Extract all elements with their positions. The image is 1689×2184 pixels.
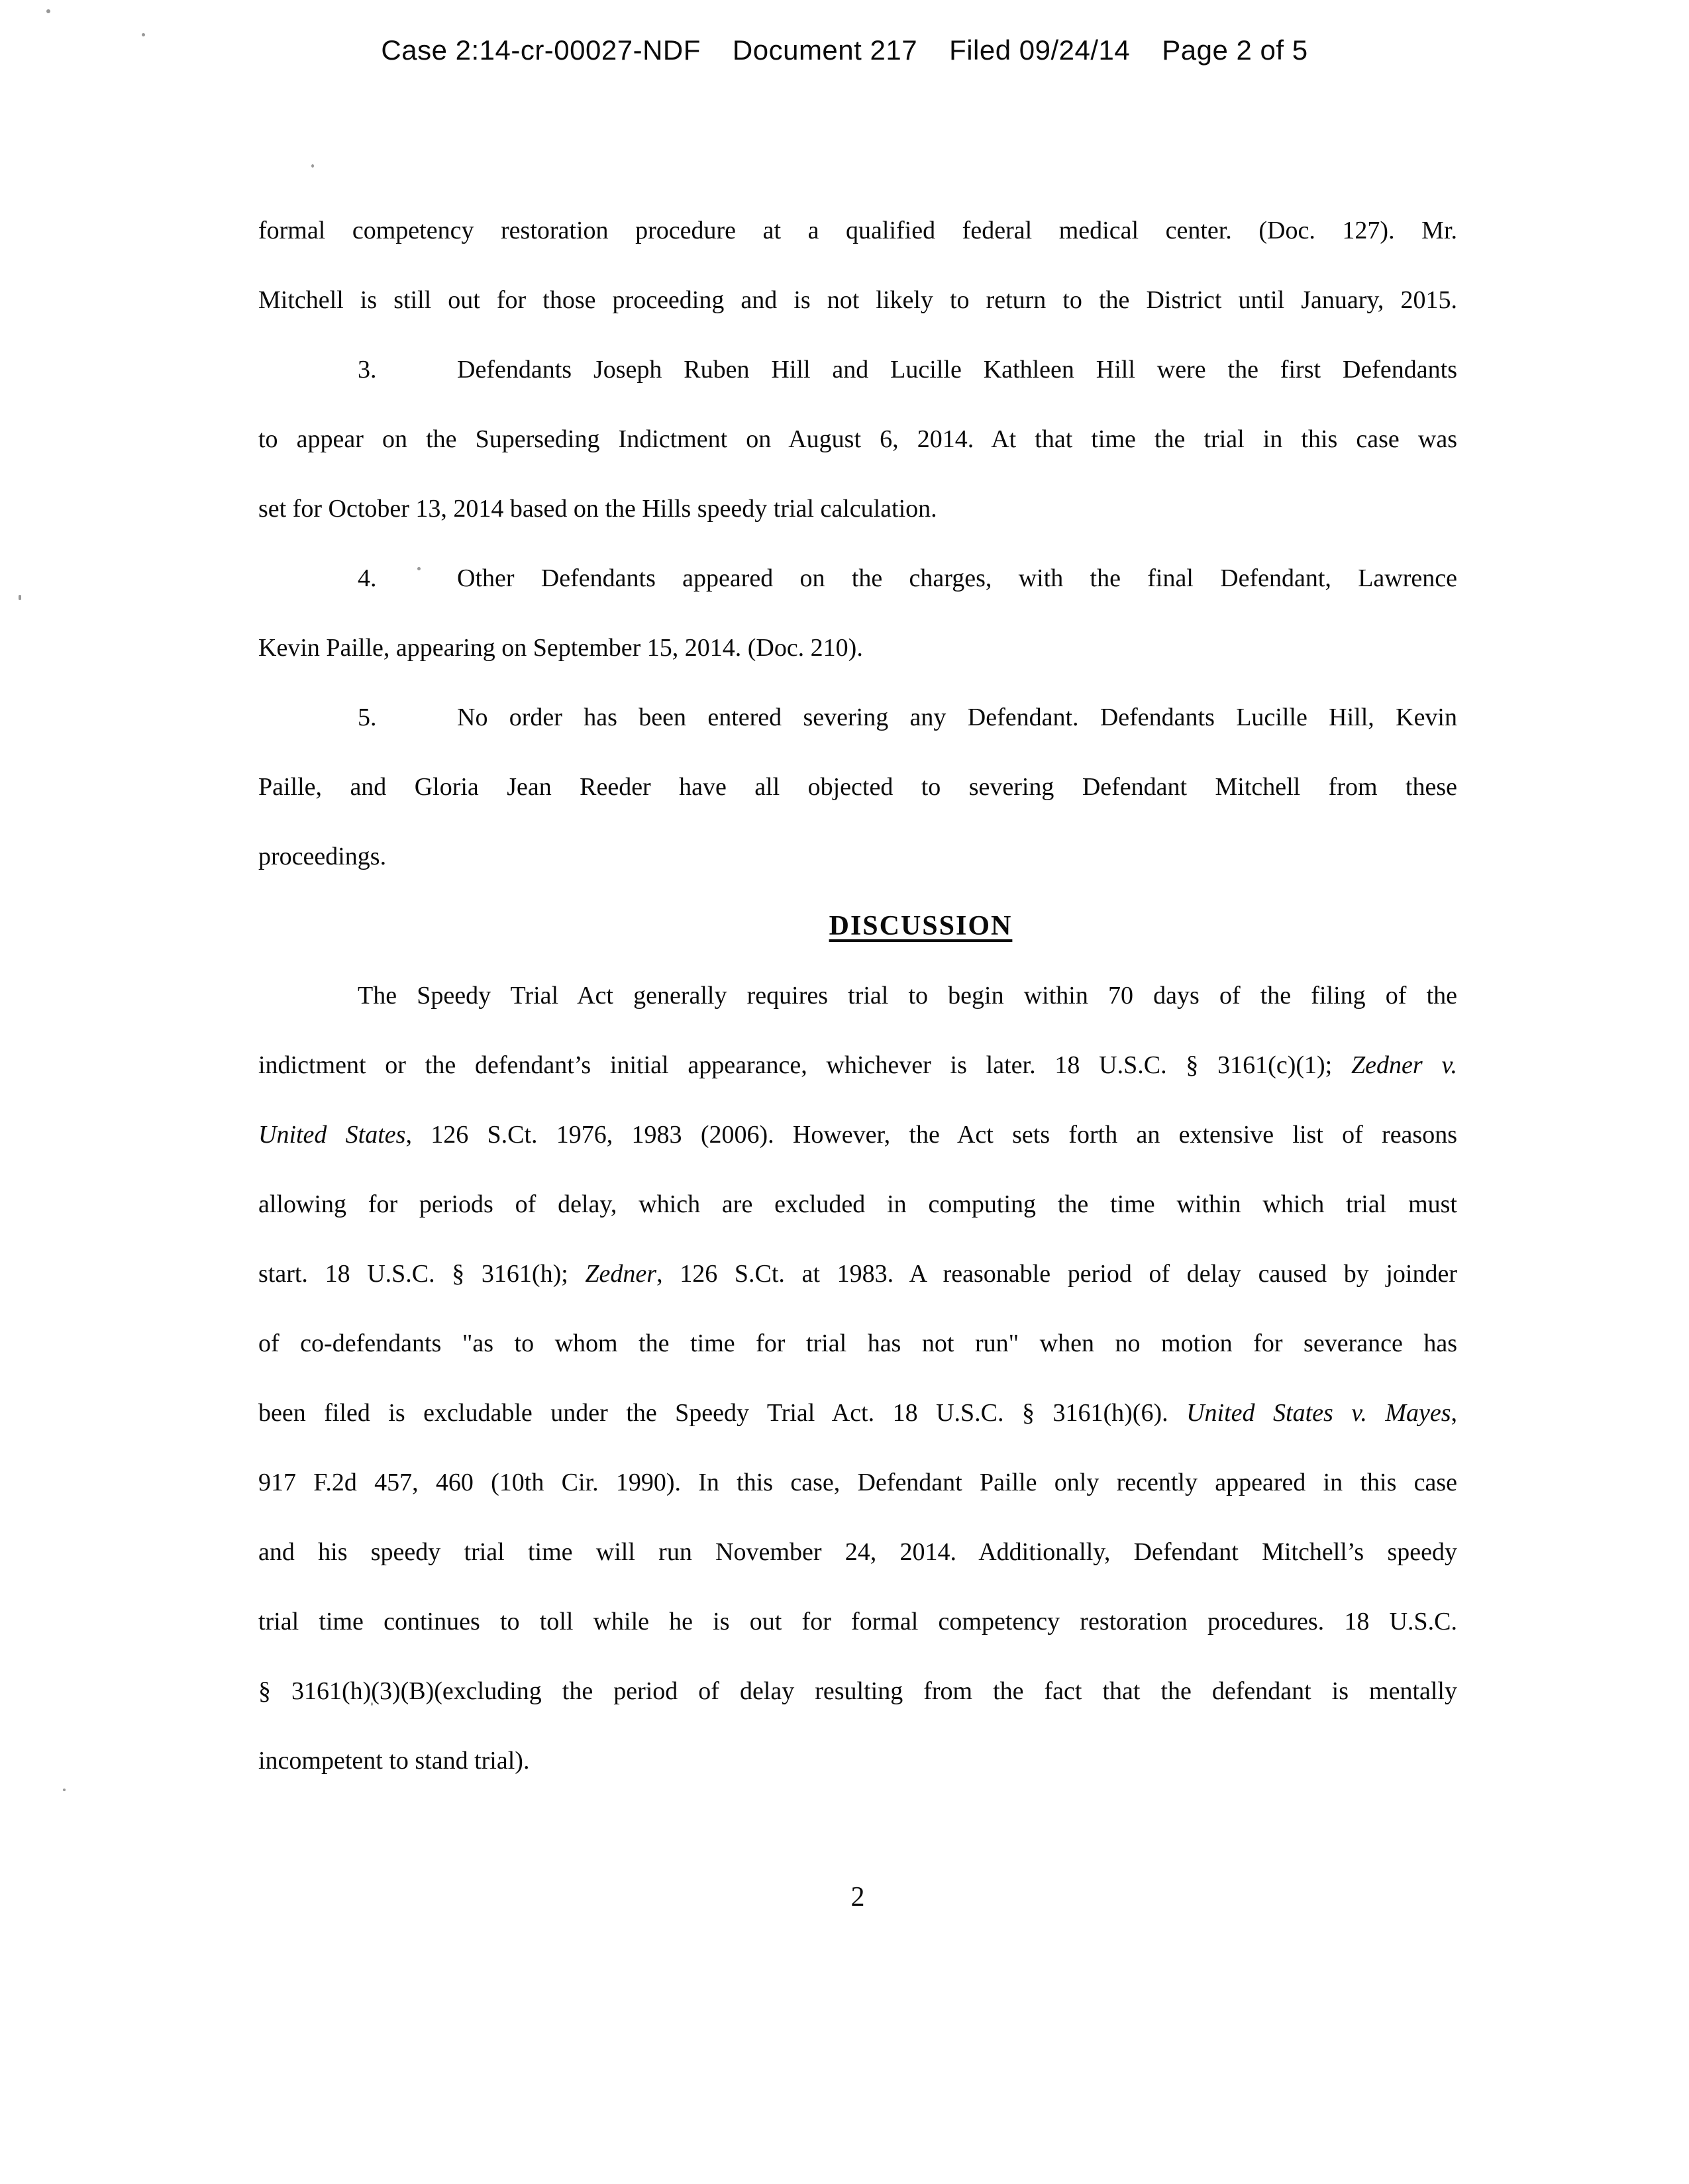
paragraph-1-line-1: formal competency restoration procedure at a qualified federal medical center. (Doc. 127). Mr. (258, 217, 1457, 244)
discussion-line-4: allowing for periods of delay, which are excluded in computing the time within which trial must (258, 1190, 1457, 1218)
discussion-line-5-text-b: , 126 S.Ct. at 1983. A reasonable period of delay caused by joinder (656, 1260, 1457, 1288)
discussion-line-10: trial time continues to toll while he is out for formal competency restoration procedures. 18 U.S.C. (258, 1608, 1457, 1636)
paragraph-3-number: 3. (358, 356, 377, 384)
document-body (258, 196, 1457, 1796)
scan-artifact (46, 9, 50, 13)
discussion-heading: DISCUSSION (829, 911, 1013, 941)
paragraph-3-line-3: set for October 13, 2014 based on the Hills speedy trial calculation. (258, 495, 937, 523)
discussion-line-3 (258, 1100, 1457, 1170)
paragraph-4-line-2: Kevin Paille, appearing on September 15, 2014. (Doc. 210). (258, 634, 863, 662)
case-citation-mayes: United States v. Mayes (1186, 1399, 1451, 1427)
scan-artifact (311, 164, 314, 168)
discussion-line-7 (258, 1378, 1457, 1448)
page-number: 2 (850, 1882, 865, 1912)
discussion-line-3-text: , 126 S.Ct. 1976, 1983 (2006). However, the Act sets forth an extensive list of reasons (405, 1121, 1457, 1149)
paragraph-4-text: Other Defendants appeared on the charges, with the final Defendant, Lawrence (457, 564, 1457, 592)
discussion-line-9: and his speedy trial time will run November 24, 2014. Additionally, Defendant Mitchell’s speedy (258, 1538, 1457, 1566)
paragraph-3-line-1 (258, 335, 1457, 405)
paragraph-5-line-3: proceedings. (258, 843, 387, 870)
case-citation-united-states: United States (258, 1121, 406, 1149)
page-indicator: Page 2 of 5 (1162, 34, 1308, 66)
discussion-line-2 (258, 1031, 1457, 1100)
scan-artifact (19, 595, 21, 600)
discussion-line-7-text-a: been filed is excludable under the Speedy Trial Act. 18 U.S.C. § 3161(h)(6). (258, 1399, 1187, 1427)
discussion-line-12: incompetent to stand trial). (258, 1747, 530, 1775)
paragraph-5-text: No order has been entered severing any Defendant. Defendants Lucille Hill, Kevin (457, 703, 1457, 731)
ecf-stamp-header (0, 34, 1689, 66)
discussion-line-7-text-b: , (1451, 1399, 1457, 1427)
paragraph-5-line-2: Paille, and Gloria Jean Reeder have all objected to severing Defendant Mitchell from these (258, 773, 1457, 801)
discussion-line-1: The Speedy Trial Act generally requires trial to begin within 70 days of the filing of the (358, 982, 1457, 1010)
paragraph-1-line-2: Mitchell is still out for those proceeding and is not likely to return to the District until January, 2015. (258, 286, 1457, 314)
discussion-line-5 (258, 1239, 1457, 1309)
discussion-line-8: 917 F.2d 457, 460 (10th Cir. 1990). In this case, Defendant Paille only recently appeared in this case (258, 1469, 1457, 1496)
case-citation-zedner-short: Zedner (585, 1260, 657, 1288)
case-citation-zedner: Zedner v. (1351, 1051, 1457, 1079)
discussion-line-11: § 3161(h)(3)(B)(excluding the period of delay resulting from the fact that the defendant is mentally (258, 1677, 1457, 1705)
paragraph-3-line-2: to appear on the Superseding Indictment on August 6, 2014. At that time the trial in this case was (258, 425, 1457, 453)
filed-date: Filed 09/24/14 (949, 34, 1131, 66)
paragraph-5-number: 5. (358, 703, 377, 731)
paragraph-4-line-1 (258, 544, 1457, 613)
discussion-heading-row (321, 892, 1520, 961)
scan-artifact (63, 1789, 66, 1791)
discussion-line-5-text-a: start. 18 U.S.C. § 3161(h); (258, 1260, 586, 1288)
paragraph-4-number: 4. (358, 564, 377, 592)
paragraph-3-text: Defendants Joseph Ruben Hill and Lucille Kathleen Hill were the first Defendants (457, 356, 1457, 384)
paragraph-5-line-1 (258, 683, 1457, 753)
case-number: Case 2:14-cr-00027-NDF (381, 34, 701, 66)
discussion-line-6: of co-defendants "as to whom the time for trial has not run" when no motion for severance has (258, 1329, 1457, 1357)
document-number: Document 217 (732, 34, 918, 66)
discussion-line-2-text: indictment or the defendant’s initial appearance, whichever is later. 18 U.S.C. § 3161(c)(1); (258, 1051, 1351, 1079)
